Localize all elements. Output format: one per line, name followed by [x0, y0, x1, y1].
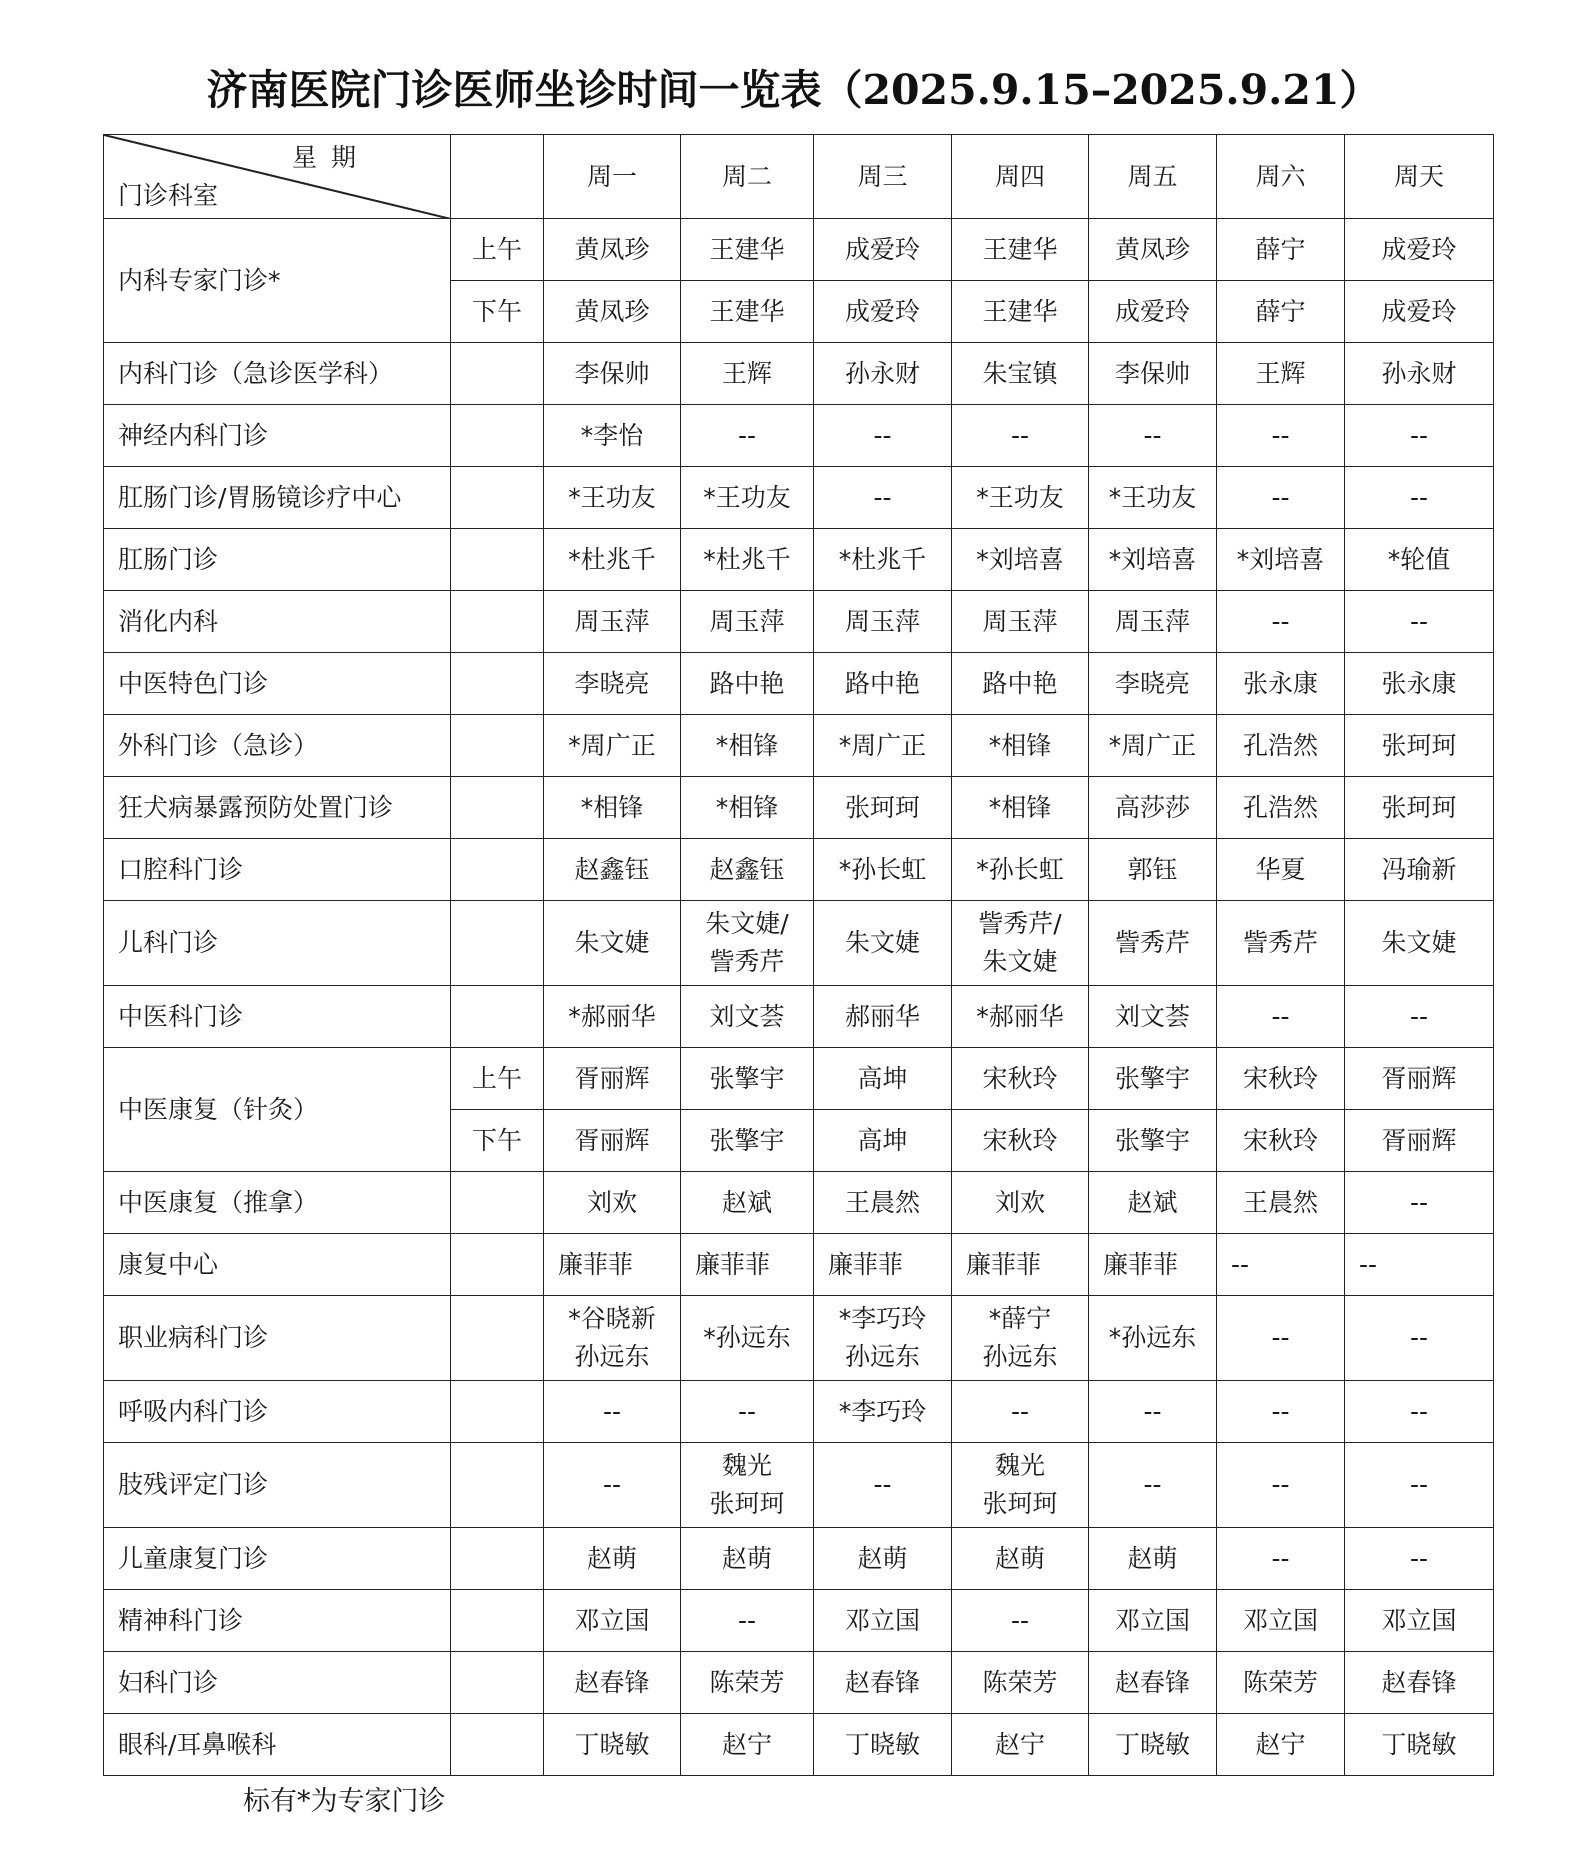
doctor-cell: -- — [1217, 591, 1345, 653]
period-cell — [451, 777, 544, 839]
page-title: 济南医院门诊医师坐诊时间一览表（2025.9.15–2025.9.21） — [206, 66, 1381, 114]
doctor-cell: 张珂珂 — [1345, 715, 1494, 777]
department-cell: 肛肠门诊 — [104, 529, 451, 591]
doctor-cell: 刘文荟 — [681, 986, 814, 1048]
doctor-cell: 高莎莎 — [1089, 777, 1217, 839]
doctor-cell: -- — [952, 1590, 1089, 1652]
table-row — [104, 1714, 1494, 1776]
doctor-cell: 訾秀芹 — [1089, 901, 1217, 986]
doctor-cell: 成爱玲 — [814, 219, 952, 281]
doctor-cell: 王晨然 — [814, 1172, 952, 1234]
doctor-cell: 高坤 — [814, 1048, 952, 1110]
doctor-cell: 胥丽辉 — [1345, 1110, 1494, 1172]
doctor-cell: 高坤 — [814, 1110, 952, 1172]
department-cell: 妇科门诊 — [104, 1652, 451, 1714]
doctor-cell: 李晓亮 — [1089, 653, 1217, 715]
corner-header-cell — [104, 135, 451, 219]
doctor-cell: 赵斌 — [681, 1172, 814, 1234]
doctor-cell: *刘培喜 — [1217, 529, 1345, 591]
doctor-cell: 廉菲菲 — [1089, 1234, 1217, 1296]
doctor-cell: 赵萌 — [681, 1528, 814, 1590]
doctor-cell: 朱宝镇 — [952, 343, 1089, 405]
doctor-cell: 周玉萍 — [1089, 591, 1217, 653]
doctor-cell: *轮值 — [1345, 529, 1494, 591]
doctor-cell: 王建华 — [952, 219, 1089, 281]
period-cell — [451, 715, 544, 777]
doctor-cell: 胥丽辉 — [1345, 1048, 1494, 1110]
doctor-cell: -- — [1217, 1381, 1345, 1443]
period-cell: 上午 — [451, 219, 544, 281]
day-header-sun: 周天 — [1345, 135, 1494, 219]
doctor-cell: *杜兆千 — [814, 529, 952, 591]
doctor-cell: -- — [1217, 405, 1345, 467]
period-cell: 下午 — [451, 1110, 544, 1172]
doctor-cell: -- — [1345, 405, 1494, 467]
doctor-cell: -- — [1345, 1381, 1494, 1443]
doctor-cell: -- — [681, 405, 814, 467]
doctor-cell: 邓立国 — [544, 1590, 681, 1652]
period-cell — [451, 901, 544, 986]
doctor-cell: 丁晓敏 — [1345, 1714, 1494, 1776]
doctor-cell: 丁晓敏 — [1089, 1714, 1217, 1776]
doctor-cell: *相锋 — [681, 715, 814, 777]
doctor-cell: -- — [1217, 986, 1345, 1048]
period-cell — [451, 1381, 544, 1443]
doctor-cell: 赵春锋 — [1345, 1652, 1494, 1714]
doctor-cell: 王建华 — [681, 219, 814, 281]
doctor-cell: 张擎宇 — [1089, 1048, 1217, 1110]
period-header-cell — [451, 135, 544, 219]
doctor-cell: 张永康 — [1345, 653, 1494, 715]
doctor-cell: -- — [1345, 467, 1494, 529]
doctor-cell: *李巧玲 — [814, 1381, 952, 1443]
doctor-cell: 路中艳 — [681, 653, 814, 715]
doctor-cell: 朱文婕 — [814, 901, 952, 986]
doctor-cell: *郝丽华 — [952, 986, 1089, 1048]
table-row — [104, 1381, 1494, 1443]
period-cell — [451, 1296, 544, 1381]
doctor-cell: 李保帅 — [544, 343, 681, 405]
doctor-cell: -- — [1089, 1381, 1217, 1443]
department-cell: 眼科/耳鼻喉科 — [104, 1714, 451, 1776]
doctor-cell: 邓立国 — [1089, 1590, 1217, 1652]
doctor-cell: 赵宁 — [1217, 1714, 1345, 1776]
period-cell — [451, 1590, 544, 1652]
period-cell: 下午 — [451, 281, 544, 343]
header-row — [104, 135, 1494, 219]
doctor-cell: 黄凤珍 — [544, 219, 681, 281]
department-cell: 外科门诊（急诊） — [104, 715, 451, 777]
table-row — [104, 986, 1494, 1048]
period-cell — [451, 1234, 544, 1296]
doctor-cell: 宋秋玲 — [1217, 1110, 1345, 1172]
doctor-cell: 宋秋玲 — [952, 1110, 1089, 1172]
doctor-cell: 郭钰 — [1089, 839, 1217, 901]
doctor-cell: 孔浩然 — [1217, 777, 1345, 839]
doctor-cell: 赵萌 — [1089, 1528, 1217, 1590]
doctor-cell: -- — [952, 405, 1089, 467]
period-cell — [451, 653, 544, 715]
period-cell — [451, 1528, 544, 1590]
doctor-cell: -- — [814, 405, 952, 467]
doctor-cell: 赵斌 — [1089, 1172, 1217, 1234]
department-cell: 肢残评定门诊 — [104, 1443, 451, 1528]
doctor-cell: -- — [544, 1443, 681, 1528]
table-row — [104, 1443, 1494, 1528]
period-cell: 上午 — [451, 1048, 544, 1110]
period-cell — [451, 529, 544, 591]
doctor-cell: 周玉萍 — [681, 591, 814, 653]
doctor-cell: 成爱玲 — [1345, 281, 1494, 343]
doctor-cell: 宋秋玲 — [952, 1048, 1089, 1110]
doctor-cell: 赵春锋 — [814, 1652, 952, 1714]
table-row — [104, 715, 1494, 777]
doctor-cell: 张珂珂 — [1345, 777, 1494, 839]
doctor-cell: 廉菲菲 — [544, 1234, 681, 1296]
period-cell — [451, 1714, 544, 1776]
doctor-cell: 胥丽辉 — [544, 1110, 681, 1172]
doctor-cell: *李巧玲 孙远东 — [814, 1296, 952, 1381]
doctor-cell: 赵春锋 — [1089, 1652, 1217, 1714]
doctor-cell: *周广正 — [544, 715, 681, 777]
doctor-cell: *孙长虹 — [814, 839, 952, 901]
doctor-cell: 冯瑜新 — [1345, 839, 1494, 901]
doctor-cell: -- — [1089, 405, 1217, 467]
doctor-cell: *孙远东 — [681, 1296, 814, 1381]
period-cell — [451, 343, 544, 405]
doctor-cell: 张擎宇 — [681, 1110, 814, 1172]
doctor-cell: 华夏 — [1217, 839, 1345, 901]
doctor-cell: 王辉 — [681, 343, 814, 405]
doctor-cell: 邓立国 — [814, 1590, 952, 1652]
table-row — [104, 1652, 1494, 1714]
doctor-cell: 刘欢 — [952, 1172, 1089, 1234]
doctor-cell: -- — [1345, 1443, 1494, 1528]
doctor-cell: -- — [1217, 467, 1345, 529]
doctor-cell: *李怡 — [544, 405, 681, 467]
table-row — [104, 777, 1494, 839]
doctor-cell: 孙永财 — [814, 343, 952, 405]
doctor-cell: -- — [1217, 1234, 1345, 1296]
doctor-cell: -- — [1089, 1443, 1217, 1528]
doctor-cell: 朱文婕 — [544, 901, 681, 986]
doctor-cell: *郝丽华 — [544, 986, 681, 1048]
doctor-cell: *孙远东 — [1089, 1296, 1217, 1381]
doctor-cell: 黄凤珍 — [544, 281, 681, 343]
doctor-cell: 赵宁 — [952, 1714, 1089, 1776]
doctor-cell: *相锋 — [544, 777, 681, 839]
doctor-cell: 薛宁 — [1217, 219, 1345, 281]
doctor-cell: *刘培喜 — [952, 529, 1089, 591]
table-row — [104, 343, 1494, 405]
doctor-cell: -- — [1345, 1172, 1494, 1234]
department-axis-label: 门诊科室 — [118, 181, 219, 210]
table-row — [104, 1296, 1494, 1381]
doctor-cell: -- — [1217, 1528, 1345, 1590]
period-cell — [451, 467, 544, 529]
doctor-cell: *王功友 — [952, 467, 1089, 529]
table-row — [104, 529, 1494, 591]
doctor-cell: 邓立国 — [1217, 1590, 1345, 1652]
doctor-cell: 孙永财 — [1345, 343, 1494, 405]
doctor-cell: *杜兆千 — [544, 529, 681, 591]
doctor-cell: 张永康 — [1217, 653, 1345, 715]
doctor-cell: -- — [681, 1381, 814, 1443]
department-cell: 内科门诊（急诊医学科） — [104, 343, 451, 405]
doctor-cell: 魏光 张珂珂 — [681, 1443, 814, 1528]
table-row — [104, 1048, 1494, 1110]
doctor-cell: -- — [1345, 1528, 1494, 1590]
doctor-cell: 王建华 — [952, 281, 1089, 343]
doctor-cell: -- — [814, 467, 952, 529]
doctor-cell: 赵萌 — [952, 1528, 1089, 1590]
department-cell: 内科专家门诊* — [104, 219, 451, 343]
schedule-body — [104, 135, 1494, 1776]
doctor-cell: 成爱玲 — [1089, 281, 1217, 343]
department-cell: 中医科门诊 — [104, 986, 451, 1048]
doctor-cell: 陈荣芳 — [1217, 1652, 1345, 1714]
doctor-cell: 路中艳 — [952, 653, 1089, 715]
doctor-cell: 周玉萍 — [952, 591, 1089, 653]
doctor-cell: 郝丽华 — [814, 986, 952, 1048]
department-cell: 口腔科门诊 — [104, 839, 451, 901]
doctor-cell: *刘培喜 — [1089, 529, 1217, 591]
table-row — [104, 467, 1494, 529]
period-cell — [451, 591, 544, 653]
department-cell: 呼吸内科门诊 — [104, 1381, 451, 1443]
doctor-cell: 薛宁 — [1217, 281, 1345, 343]
weekday-axis-label: 星期 — [292, 143, 371, 172]
day-header-fri: 周五 — [1089, 135, 1217, 219]
department-cell: 康复中心 — [104, 1234, 451, 1296]
doctor-cell: 王建华 — [681, 281, 814, 343]
doctor-cell: *孙长虹 — [952, 839, 1089, 901]
day-header-sat: 周六 — [1217, 135, 1345, 219]
doctor-cell: -- — [1217, 1296, 1345, 1381]
table-row — [104, 839, 1494, 901]
period-cell — [451, 1443, 544, 1528]
doctor-cell: 孔浩然 — [1217, 715, 1345, 777]
doctor-cell: *谷晓新 孙远东 — [544, 1296, 681, 1381]
schedule-table — [103, 134, 1494, 1776]
doctor-cell: *王功友 — [681, 467, 814, 529]
doctor-cell: 朱文婕 — [1345, 901, 1494, 986]
doctor-cell: 宋秋玲 — [1217, 1048, 1345, 1110]
day-header-mon: 周一 — [544, 135, 681, 219]
doctor-cell: 王辉 — [1217, 343, 1345, 405]
doctor-cell: 刘文荟 — [1089, 986, 1217, 1048]
doctor-cell: *王功友 — [544, 467, 681, 529]
table-row — [104, 901, 1494, 986]
doctor-cell: 赵鑫钰 — [681, 839, 814, 901]
table-row — [104, 405, 1494, 467]
doctor-cell: -- — [952, 1381, 1089, 1443]
day-header-wed: 周三 — [814, 135, 952, 219]
doctor-cell: 赵萌 — [814, 1528, 952, 1590]
doctor-cell: 李晓亮 — [544, 653, 681, 715]
period-cell — [451, 405, 544, 467]
doctor-cell: -- — [681, 1590, 814, 1652]
table-row — [104, 219, 1494, 281]
day-header-tue: 周二 — [681, 135, 814, 219]
period-cell — [451, 1652, 544, 1714]
period-cell — [451, 1172, 544, 1234]
department-cell: 中医特色门诊 — [104, 653, 451, 715]
doctor-cell: 丁晓敏 — [814, 1714, 952, 1776]
doctor-cell: 路中艳 — [814, 653, 952, 715]
doctor-cell: 赵萌 — [544, 1528, 681, 1590]
doctor-cell: -- — [1345, 986, 1494, 1048]
doctor-cell: 廉菲菲 — [814, 1234, 952, 1296]
doctor-cell: 邓立国 — [1345, 1590, 1494, 1652]
table-row — [104, 1590, 1494, 1652]
table-row — [104, 591, 1494, 653]
table-row — [104, 1234, 1494, 1296]
department-cell: 肛肠门诊/胃肠镜诊疗中心 — [104, 467, 451, 529]
department-cell: 职业病科门诊 — [104, 1296, 451, 1381]
doctor-cell: *薛宁 孙远东 — [952, 1296, 1089, 1381]
doctor-cell: 訾秀芹/ 朱文婕 — [952, 901, 1089, 986]
doctor-cell: 廉菲菲 — [952, 1234, 1089, 1296]
doctor-cell: 成爱玲 — [1345, 219, 1494, 281]
table-row — [104, 1528, 1494, 1590]
doctor-cell: 成爱玲 — [814, 281, 952, 343]
doctor-cell: 刘欢 — [544, 1172, 681, 1234]
doctor-cell: *王功友 — [1089, 467, 1217, 529]
doctor-cell: -- — [1345, 591, 1494, 653]
doctor-cell: 周玉萍 — [814, 591, 952, 653]
doctor-cell: -- — [1345, 1234, 1494, 1296]
table-row — [104, 1172, 1494, 1234]
doctor-cell: -- — [1345, 1296, 1494, 1381]
department-cell: 中医康复（针灸） — [104, 1048, 451, 1172]
doctor-cell: 訾秀芹 — [1217, 901, 1345, 986]
doctor-cell: 陈荣芳 — [681, 1652, 814, 1714]
doctor-cell: 王晨然 — [1217, 1172, 1345, 1234]
department-cell: 儿科门诊 — [104, 901, 451, 986]
doctor-cell: 魏光 张珂珂 — [952, 1443, 1089, 1528]
period-cell — [451, 839, 544, 901]
doctor-cell: -- — [814, 1443, 952, 1528]
table-row — [104, 653, 1494, 715]
doctor-cell: 赵春锋 — [544, 1652, 681, 1714]
doctor-cell: 张珂珂 — [814, 777, 952, 839]
expert-footnote: 标有*为专家门诊 — [243, 1786, 446, 1817]
doctor-cell: 朱文婕/ 訾秀芹 — [681, 901, 814, 986]
doctor-cell: 周玉萍 — [544, 591, 681, 653]
doctor-cell: 胥丽辉 — [544, 1048, 681, 1110]
department-cell: 中医康复（推拿） — [104, 1172, 451, 1234]
doctor-cell: *相锋 — [952, 777, 1089, 839]
period-cell — [451, 986, 544, 1048]
doctor-cell: *杜兆千 — [681, 529, 814, 591]
department-cell: 神经内科门诊 — [104, 405, 451, 467]
doctor-cell: 赵鑫钰 — [544, 839, 681, 901]
department-cell: 消化内科 — [104, 591, 451, 653]
day-header-thu: 周四 — [952, 135, 1089, 219]
doctor-cell: *相锋 — [952, 715, 1089, 777]
doctor-cell: 廉菲菲 — [681, 1234, 814, 1296]
doctor-cell: 张擎宇 — [681, 1048, 814, 1110]
department-cell: 精神科门诊 — [104, 1590, 451, 1652]
doctor-cell: 黄凤珍 — [1089, 219, 1217, 281]
doctor-cell: 张擎宇 — [1089, 1110, 1217, 1172]
doctor-cell: 赵宁 — [681, 1714, 814, 1776]
doctor-cell: *相锋 — [681, 777, 814, 839]
doctor-cell: 丁晓敏 — [544, 1714, 681, 1776]
doctor-cell: *周广正 — [1089, 715, 1217, 777]
doctor-cell: -- — [1217, 1443, 1345, 1528]
doctor-cell: 陈荣芳 — [952, 1652, 1089, 1714]
doctor-cell: *周广正 — [814, 715, 952, 777]
doctor-cell: 李保帅 — [1089, 343, 1217, 405]
doctor-cell: -- — [544, 1381, 681, 1443]
department-cell: 儿童康复门诊 — [104, 1528, 451, 1590]
department-cell: 狂犬病暴露预防处置门诊 — [104, 777, 451, 839]
